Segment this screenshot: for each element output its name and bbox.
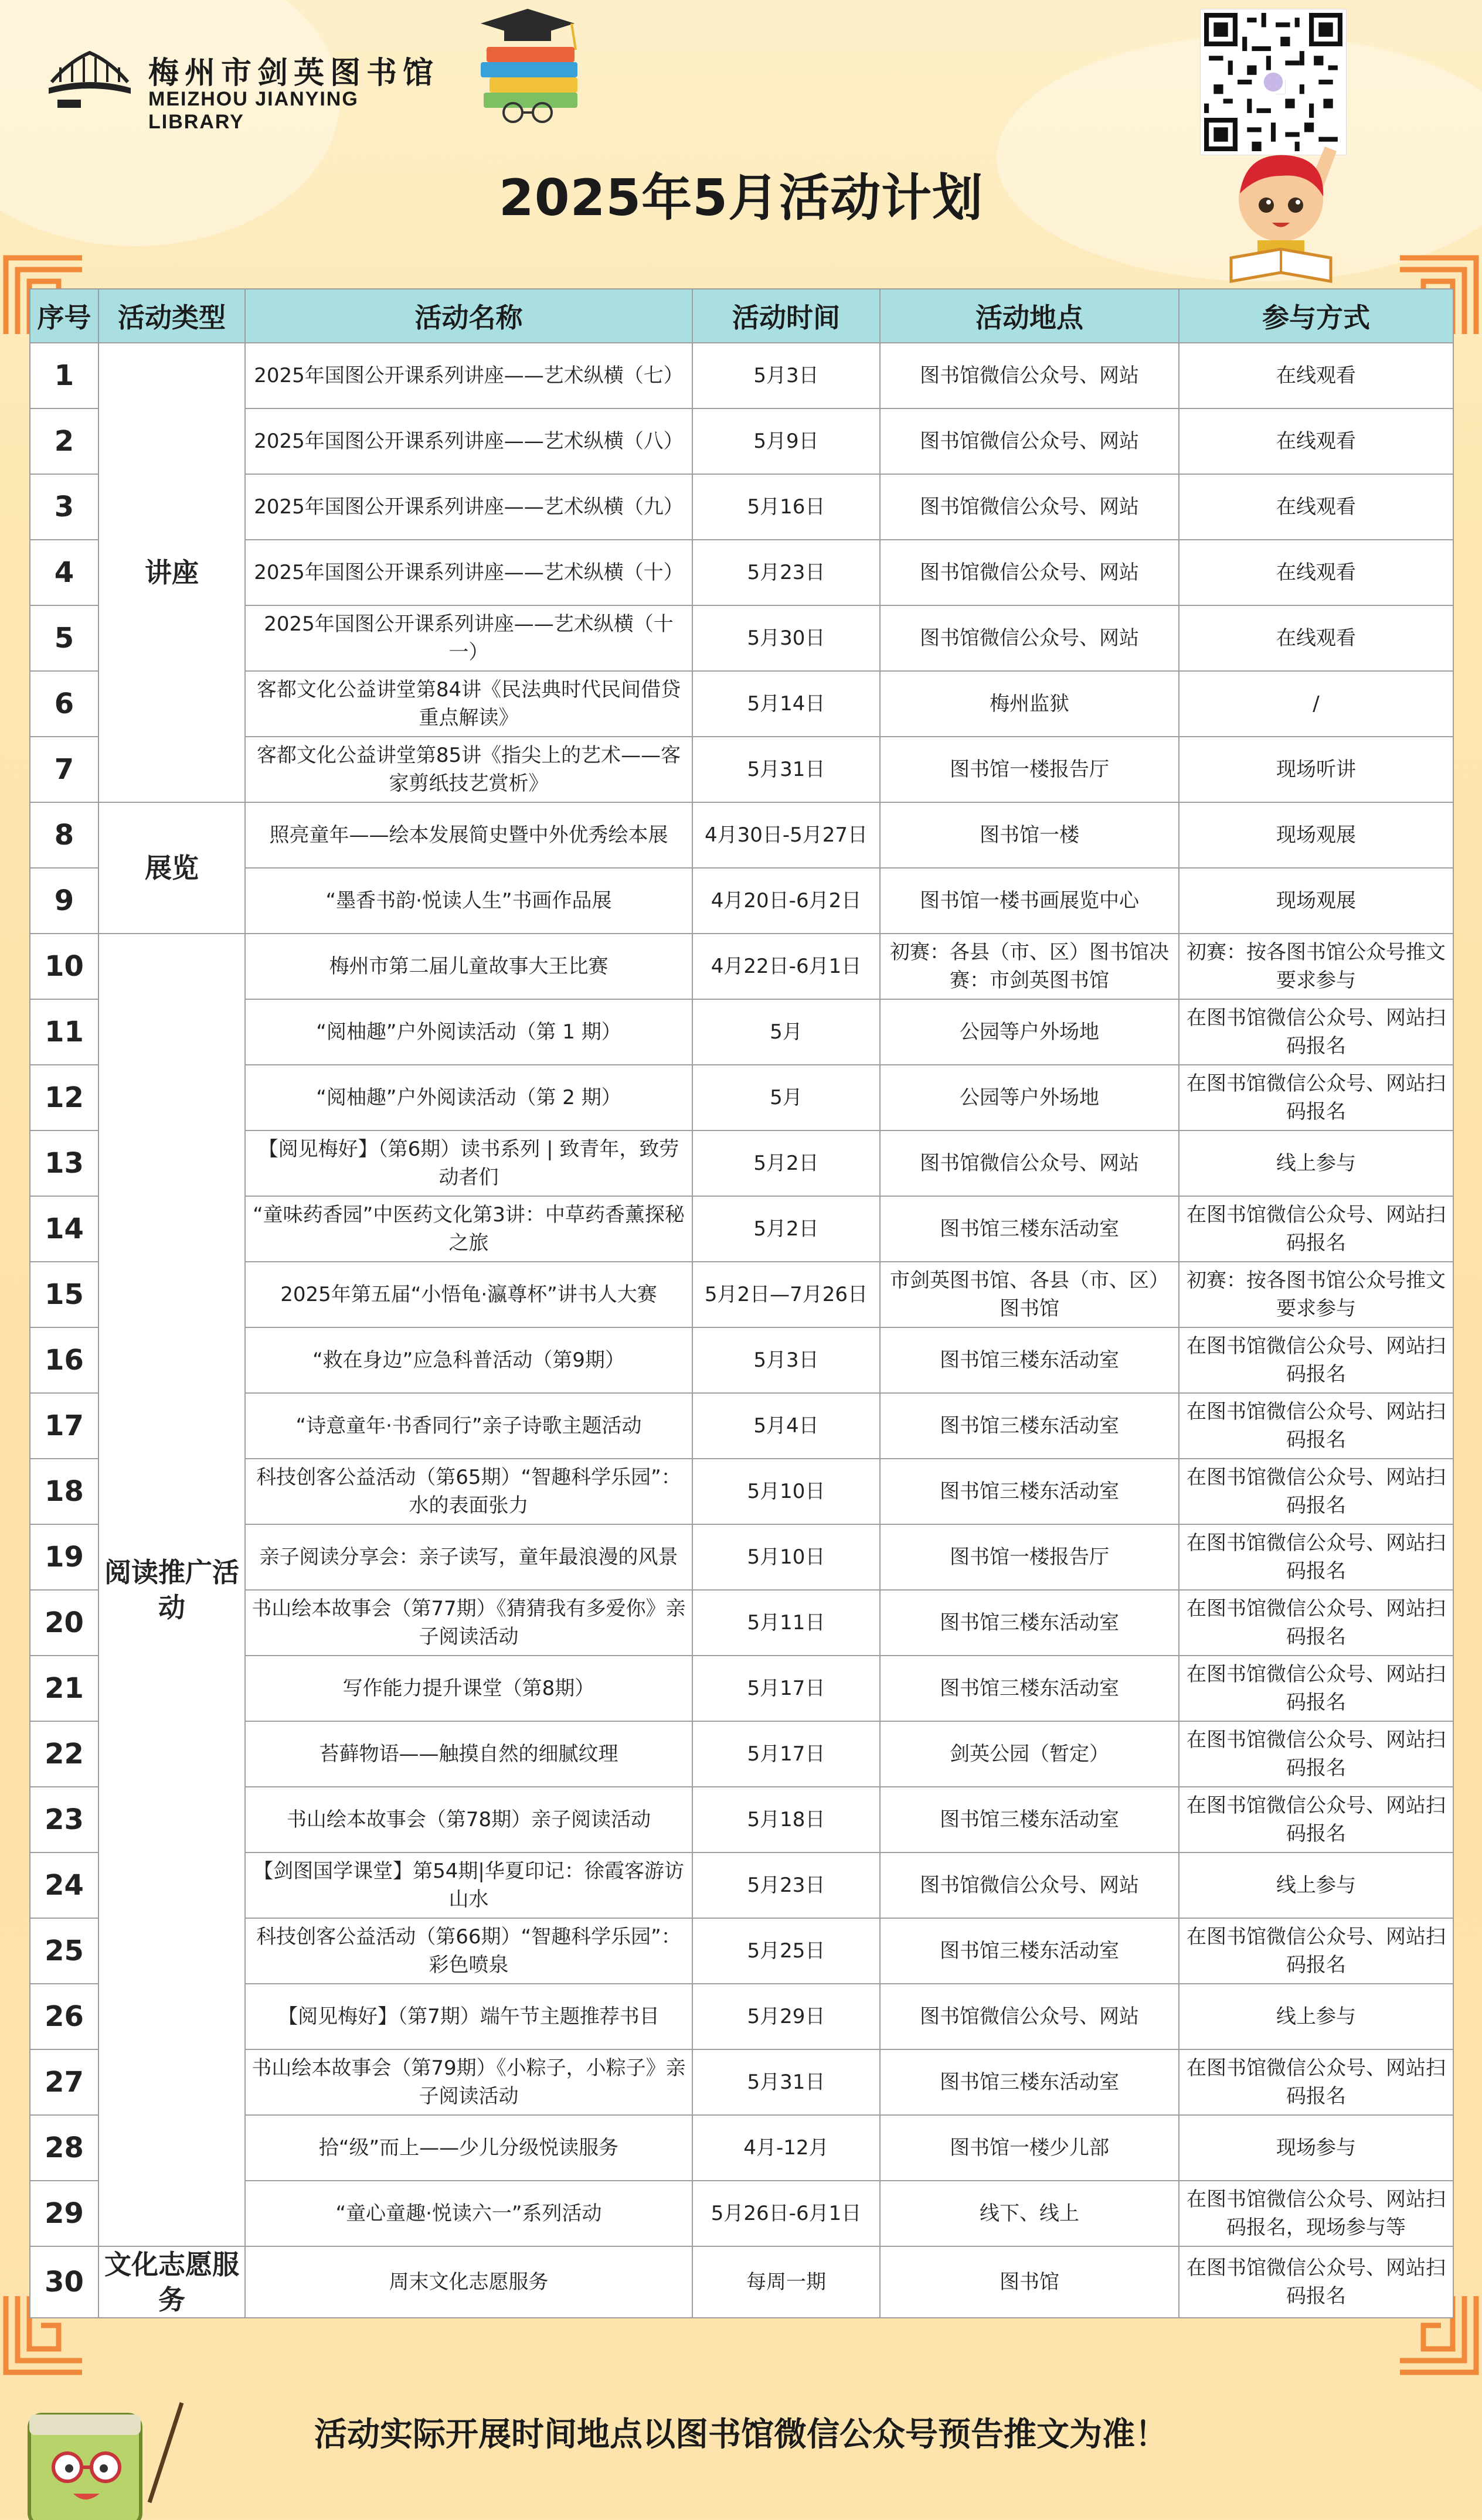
column-header: 活动类型: [98, 289, 245, 343]
activity-name-cell: “救在身边”应急科普活动（第9期）: [245, 1327, 692, 1393]
participation-mode-cell: 在线观看: [1179, 343, 1453, 408]
activity-place-cell: 梅州监狱: [880, 671, 1179, 737]
participation-mode-cell: 在线观看: [1179, 540, 1453, 605]
row-number-cell: 16: [30, 1327, 98, 1393]
activity-place-cell: 图书馆微信公众号、网站: [880, 1852, 1179, 1918]
activity-place-cell: 图书馆三楼东活动室: [880, 1590, 1179, 1656]
activity-name-cell: 【阅见梅好】（第7期）端午节主题推荐书目: [245, 1984, 692, 2049]
table-row: [30, 2246, 1453, 2318]
activity-time-cell: 5月11日: [692, 1590, 880, 1656]
participation-mode-cell: 在图书馆微信公众号、网站扫码报名: [1179, 1656, 1453, 1721]
activity-place-cell: 图书馆微信公众号、网站: [880, 1130, 1179, 1196]
activity-time-cell: 5月31日: [692, 2049, 880, 2115]
activity-place-cell: 图书馆三楼东活动室: [880, 1196, 1179, 1262]
activity-place-cell: 图书馆三楼东活动室: [880, 2049, 1179, 2115]
row-number-cell: 18: [30, 1459, 98, 1524]
activity-place-cell: 图书馆一楼报告厅: [880, 737, 1179, 802]
row-number-cell: 1: [30, 343, 98, 408]
column-header: 序号: [30, 289, 98, 343]
table-row: [30, 802, 1453, 868]
activity-type-cell: 展览: [98, 802, 245, 934]
participation-mode-cell: 在图书馆微信公众号、网站扫码报名: [1179, 1196, 1453, 1262]
activity-time-cell: 5月9日: [692, 408, 880, 474]
activity-place-cell: 图书馆三楼东活动室: [880, 1327, 1179, 1393]
activity-time-cell: 5月30日: [692, 605, 880, 671]
participation-mode-cell: 线上参与: [1179, 1984, 1453, 2049]
row-number-cell: 23: [30, 1787, 98, 1852]
activity-name-cell: 拾“级”而上——少儿分级悦读服务: [245, 2115, 692, 2181]
participation-mode-cell: 初赛：按各图书馆公众号推文要求参与: [1179, 1262, 1453, 1327]
activity-name-cell: 【阅见梅好】（第6期）读书系列 | 致青年，致劳动者们: [245, 1130, 692, 1196]
participation-mode-cell: 现场观展: [1179, 868, 1453, 934]
activity-name-cell: 客都文化公益讲堂第85讲《指尖上的艺术——客家剪纸技艺赏析》: [245, 737, 692, 802]
participation-mode-cell: 在图书馆微信公众号、网站扫码报名: [1179, 1590, 1453, 1656]
participation-mode-cell: 在线观看: [1179, 408, 1453, 474]
participation-mode-cell: 在图书馆微信公众号、网站扫码报名: [1179, 2049, 1453, 2115]
activity-place-cell: 图书馆一楼少儿部: [880, 2115, 1179, 2181]
row-number-cell: 11: [30, 999, 98, 1065]
activity-time-cell: 5月25日: [692, 1918, 880, 1984]
activity-time-cell: 5月14日: [692, 671, 880, 737]
activity-name-cell: 2025年国图公开课系列讲座——艺术纵横（十）: [245, 540, 692, 605]
row-number-cell: 15: [30, 1262, 98, 1327]
activity-place-cell: 图书馆微信公众号、网站: [880, 408, 1179, 474]
activity-time-cell: 4月-12月: [692, 2115, 880, 2181]
activity-name-cell: 亲子阅读分享会：亲子读写，童年最浪漫的风景: [245, 1524, 692, 1590]
table-row: [30, 343, 1453, 408]
library-logo: [46, 41, 444, 133]
activity-time-cell: 5月10日: [692, 1459, 880, 1524]
activity-name-cell: 苔藓物语——触摸自然的细腻纹理: [245, 1721, 692, 1787]
activity-name-cell: 照亮童年——绘本发展简史暨中外优秀绘本展: [245, 802, 692, 868]
row-number-cell: 9: [30, 868, 98, 934]
row-number-cell: 21: [30, 1656, 98, 1721]
library-logo-icon: [46, 41, 134, 117]
participation-mode-cell: 在图书馆微信公众号、网站扫码报名: [1179, 2246, 1453, 2318]
activity-name-cell: “诗意童年·书香同行”亲子诗歌主题活动: [245, 1393, 692, 1459]
row-number-cell: 4: [30, 540, 98, 605]
row-number-cell: 3: [30, 474, 98, 540]
activity-type-cell: 文化志愿服务: [98, 2246, 245, 2318]
participation-mode-cell: 在图书馆微信公众号、网站扫码报名: [1179, 1065, 1453, 1130]
participation-mode-cell: 在图书馆微信公众号、网站扫码报名: [1179, 1393, 1453, 1459]
activity-name-cell: “童心童趣·悦读六一”系列活动: [245, 2181, 692, 2246]
activity-time-cell: 5月3日: [692, 343, 880, 408]
activity-table-container: [29, 288, 1453, 2318]
activity-name-cell: 2025年国图公开课系列讲座——艺术纵横（十一）: [245, 605, 692, 671]
activity-place-cell: 图书馆微信公众号、网站: [880, 474, 1179, 540]
row-number-cell: 24: [30, 1852, 98, 1918]
participation-mode-cell: 在线观看: [1179, 605, 1453, 671]
activity-time-cell: 5月17日: [692, 1721, 880, 1787]
activity-time-cell: 5月16日: [692, 474, 880, 540]
row-number-cell: 10: [30, 934, 98, 999]
row-number-cell: 25: [30, 1918, 98, 1984]
activity-name-cell: “童味药香园”中医药文化第3讲：中草药香薰探秘之旅: [245, 1196, 692, 1262]
row-number-cell: 30: [30, 2246, 98, 2318]
participation-mode-cell: 在线观看: [1179, 474, 1453, 540]
row-number-cell: 27: [30, 2049, 98, 2115]
table-row: [30, 934, 1453, 999]
activity-time-cell: 5月10日: [692, 1524, 880, 1590]
activity-place-cell: 初赛：各县（市、区）图书馆决赛：市剑英图书馆: [880, 934, 1179, 999]
activity-time-cell: 5月2日: [692, 1130, 880, 1196]
footer-note: 活动实际开展时间地点以图书馆微信公众号预告推文为准！: [314, 2416, 1168, 2454]
participation-mode-cell: 在图书馆微信公众号、网站扫码报名: [1179, 1787, 1453, 1852]
row-number-cell: 5: [30, 605, 98, 671]
participation-mode-cell: 初赛：按各图书馆公众号推文要求参与: [1179, 934, 1453, 999]
row-number-cell: 26: [30, 1984, 98, 2049]
activity-name-cell: 书山绘本故事会（第77期）《猜猜我有多爱你》亲子阅读活动: [245, 1590, 692, 1656]
activity-time-cell: 5月3日: [692, 1327, 880, 1393]
activity-name-cell: “阅柚趣”户外阅读活动（第 2 期）: [245, 1065, 692, 1130]
activity-name-cell: 梅州市第二届儿童故事大王比赛: [245, 934, 692, 999]
row-number-cell: 6: [30, 671, 98, 737]
activity-time-cell: 4月20日-6月2日: [692, 868, 880, 934]
participation-mode-cell: 现场听讲: [1179, 737, 1453, 802]
activity-name-cell: 书山绘本故事会（第78期）亲子阅读活动: [245, 1787, 692, 1852]
activity-time-cell: 5月: [692, 1065, 880, 1130]
activity-type-cell: 阅读推广活动: [98, 934, 245, 2246]
participation-mode-cell: 在图书馆微信公众号、网站扫码报名: [1179, 1918, 1453, 1984]
table-header-row: [30, 289, 1453, 343]
activity-time-cell: 5月29日: [692, 1984, 880, 2049]
row-number-cell: 19: [30, 1524, 98, 1590]
activity-time-cell: 5月17日: [692, 1656, 880, 1721]
activity-time-cell: 5月: [692, 999, 880, 1065]
activity-name-cell: 2025年国图公开课系列讲座——艺术纵横（八）: [245, 408, 692, 474]
participation-mode-cell: 在图书馆微信公众号、网站扫码报名，现场参与等: [1179, 2181, 1453, 2246]
activity-time-cell: 5月4日: [692, 1393, 880, 1459]
activity-time-cell: 4月30日-5月27日: [692, 802, 880, 868]
activity-place-cell: 图书馆微信公众号、网站: [880, 605, 1179, 671]
activity-name-cell: 2025年国图公开课系列讲座——艺术纵横（七）: [245, 343, 692, 408]
row-number-cell: 13: [30, 1130, 98, 1196]
activity-time-cell: 5月18日: [692, 1787, 880, 1852]
participation-mode-cell: 在图书馆微信公众号、网站扫码报名: [1179, 1459, 1453, 1524]
activity-place-cell: 图书馆三楼东活动室: [880, 1459, 1179, 1524]
participation-mode-cell: 在图书馆微信公众号、网站扫码报名: [1179, 1721, 1453, 1787]
activity-time-cell: 5月23日: [692, 1852, 880, 1918]
activity-time-cell: 5月31日: [692, 737, 880, 802]
participation-mode-cell: 现场参与: [1179, 2115, 1453, 2181]
column-header: 活动地点: [880, 289, 1179, 343]
activity-name-cell: 2025年第五届“小悟龟·瀛尊杯”讲书人大赛: [245, 1262, 692, 1327]
logo-english-name: MEIZHOU JIANYING LIBRARY: [148, 88, 359, 133]
activity-time-cell: 5月2日: [692, 1196, 880, 1262]
activity-place-cell: 图书馆三楼东活动室: [880, 1918, 1179, 1984]
logo-chinese-name: 梅州市剑英图书馆: [148, 55, 440, 91]
activity-name-cell: 科技创客公益活动（第65期）“智趣科学乐园”：水的表面张力: [245, 1459, 692, 1524]
activity-place-cell: 图书馆微信公众号、网站: [880, 343, 1179, 408]
participation-mode-cell: 线上参与: [1179, 1130, 1453, 1196]
row-number-cell: 22: [30, 1721, 98, 1787]
row-number-cell: 28: [30, 2115, 98, 2181]
column-header: 活动名称: [245, 289, 692, 343]
activity-place-cell: 线下、线上: [880, 2181, 1179, 2246]
activity-time-cell: 5月23日: [692, 540, 880, 605]
activity-name-cell: “阅柚趣”户外阅读活动（第 1 期）: [245, 999, 692, 1065]
activity-name-cell: 【剑图国学课堂】第54期|华夏印记：徐霞客游访山水: [245, 1852, 692, 1918]
column-header: 参与方式: [1179, 289, 1453, 343]
activity-place-cell: 公园等户外场地: [880, 999, 1179, 1065]
activity-name-cell: 客都文化公益讲堂第84讲《民法典时代民间借贷重点解读》: [245, 671, 692, 737]
participation-mode-cell: 在图书馆微信公众号、网站扫码报名: [1179, 1524, 1453, 1590]
activity-name-cell: 书山绘本故事会（第79期）《小粽子，小粽子》亲子阅读活动: [245, 2049, 692, 2115]
activity-place-cell: 剑英公园（暂定）: [880, 1721, 1179, 1787]
activity-name-cell: 科技创客公益活动（第66期）“智趣科学乐园”：彩色喷泉: [245, 1918, 692, 1984]
participation-mode-cell: 现场观展: [1179, 802, 1453, 868]
activity-time-cell: 4月22日-6月1日: [692, 934, 880, 999]
activity-name-cell: 写作能力提升课堂（第8期）: [245, 1656, 692, 1721]
activity-place-cell: 市剑英图书馆、各县（市、区）图书馆: [880, 1262, 1179, 1327]
qr-code-icon: [1201, 9, 1346, 155]
row-number-cell: 8: [30, 802, 98, 868]
activity-time-cell: 每周一期: [692, 2246, 880, 2318]
participation-mode-cell: 在图书馆微信公众号、网站扫码报名: [1179, 1327, 1453, 1393]
activity-place-cell: 图书馆三楼东活动室: [880, 1787, 1179, 1852]
row-number-cell: 20: [30, 1590, 98, 1656]
activity-name-cell: “墨香书韵·悦读人生”书画作品展: [245, 868, 692, 934]
activity-place-cell: 图书馆一楼书画展览中心: [880, 868, 1179, 934]
activity-place-cell: 公园等户外场地: [880, 1065, 1179, 1130]
participation-mode-cell: /: [1179, 671, 1453, 737]
activity-place-cell: 图书馆: [880, 2246, 1179, 2318]
activity-place-cell: 图书馆三楼东活动室: [880, 1393, 1179, 1459]
activity-place-cell: 图书馆微信公众号、网站: [880, 540, 1179, 605]
activity-name-cell: 周末文化志愿服务: [245, 2246, 692, 2318]
row-number-cell: 2: [30, 408, 98, 474]
row-number-cell: 14: [30, 1196, 98, 1262]
activity-place-cell: 图书馆微信公众号、网站: [880, 1984, 1179, 2049]
activity-place-cell: 图书馆一楼: [880, 802, 1179, 868]
page-title: 2025年5月活动计划: [498, 169, 984, 227]
row-number-cell: 7: [30, 737, 98, 802]
activity-table: [29, 288, 1454, 2318]
activity-time-cell: 5月26日-6月1日: [692, 2181, 880, 2246]
books-stack-icon: [463, 6, 592, 123]
column-header: 活动时间: [692, 289, 880, 343]
activity-place-cell: 图书馆三楼东活动室: [880, 1656, 1179, 1721]
participation-mode-cell: 在图书馆微信公众号、网站扫码报名: [1179, 999, 1453, 1065]
row-number-cell: 29: [30, 2181, 98, 2246]
activity-name-cell: 2025年国图公开课系列讲座——艺术纵横（九）: [245, 474, 692, 540]
row-number-cell: 17: [30, 1393, 98, 1459]
activity-time-cell: 5月2日—7月26日: [692, 1262, 880, 1327]
activity-type-cell: 讲座: [98, 343, 245, 802]
row-number-cell: 12: [30, 1065, 98, 1130]
activity-place-cell: 图书馆一楼报告厅: [880, 1524, 1179, 1590]
participation-mode-cell: 线上参与: [1179, 1852, 1453, 1918]
